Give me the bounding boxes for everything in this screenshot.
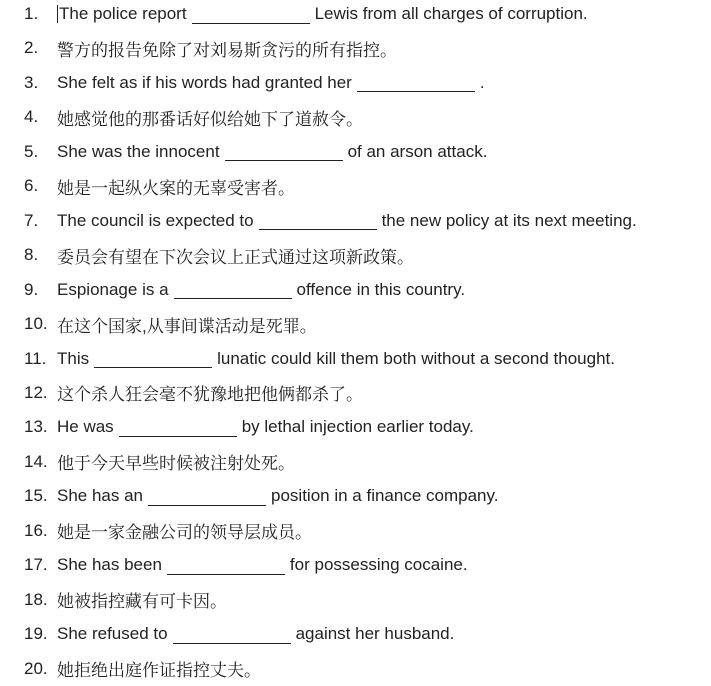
sentence-before-blank: She felt as if his words had granted her (57, 72, 352, 92)
translation-text: 警方的报告免除了对刘易斯贪污的所有指控。 (57, 40, 397, 60)
exercise-item (24, 587, 227, 613)
sentence-after-blank: by lethal injection earlier today. (241, 417, 474, 437)
translation-text: 她拒绝出庭作证指控丈夫。 (57, 661, 261, 681)
item-number: 5. (24, 141, 39, 161)
sentence-after-blank: Lewis from all charges of corruption. (314, 4, 588, 23)
exercise-item (24, 380, 363, 406)
sentence-after-blank: of an arson attack. (347, 141, 488, 161)
exercise-item (24, 449, 295, 475)
exercise-item (24, 552, 468, 578)
sentence-before-blank: He was (57, 417, 114, 437)
item-number: 9. (24, 279, 39, 299)
exercise-item (24, 70, 485, 96)
item-number: 13. (24, 417, 48, 437)
answer-blank[interactable] (94, 349, 212, 368)
exercise-item (24, 208, 637, 234)
answer-blank[interactable] (119, 418, 237, 437)
sentence-after-blank: for possessing cocaine. (289, 555, 468, 575)
exercise-item (24, 656, 261, 682)
sentence-after-blank: against her husband. (295, 624, 455, 644)
exercise-item (24, 139, 487, 165)
exercise-item (24, 483, 498, 509)
translation-text: 他于今天早些时候被注射处死。 (57, 454, 295, 474)
exercise-item (24, 1, 588, 27)
item-number: 4. (24, 107, 39, 127)
item-number: 14. (24, 451, 48, 471)
exercise-item (24, 173, 295, 199)
answer-blank[interactable] (148, 487, 266, 506)
answer-blank[interactable] (357, 73, 475, 92)
sentence-before-blank: She has been (57, 555, 162, 575)
item-number: 20. (24, 658, 48, 678)
item-number: 7. (24, 210, 39, 230)
item-number: 3. (24, 72, 39, 92)
item-number: 11. (24, 348, 47, 368)
exercise-item (24, 35, 397, 61)
exercise-item (24, 346, 615, 372)
answer-blank[interactable] (225, 142, 343, 161)
text-cursor (57, 5, 58, 23)
sentence-after-blank: offence in this country. (296, 279, 466, 299)
translation-text: 委员会有望在下次会议上正式通过这项新政策。 (57, 247, 414, 267)
exercise-item (24, 311, 317, 337)
item-number: 15. (24, 486, 48, 506)
answer-blank[interactable] (192, 5, 310, 24)
exercise-item (24, 621, 454, 647)
translation-text: 这个杀人狂会毫不犹豫地把他俩都杀了。 (57, 385, 363, 405)
translation-text: 她感觉他的那番话好似给她下了道赦令。 (57, 109, 363, 129)
translation-text: 她是一家金融公司的领导层成员。 (57, 523, 312, 543)
exercise-item (24, 242, 414, 268)
translation-text: 她是一起纵火案的无辜受害者。 (57, 178, 295, 198)
item-number: 2. (24, 38, 39, 58)
translation-text: 她被指控藏有可卡因。 (57, 592, 227, 612)
answer-blank[interactable] (167, 556, 285, 575)
sentence-before-blank: This (57, 348, 90, 368)
item-number: 1. (24, 4, 39, 23)
answer-blank[interactable] (173, 625, 291, 644)
item-number: 16. (24, 520, 48, 540)
sentence-before-blank: She has an (57, 486, 144, 506)
item-number: 17. (24, 555, 48, 575)
answer-blank[interactable] (174, 280, 292, 299)
exercise-item (24, 277, 465, 303)
sentence-after-blank: lunatic could kill them both without a second thought. (217, 348, 615, 368)
sentence-before-blank: She refused to (57, 624, 168, 644)
sentence-before-blank: Espionage is a (57, 279, 169, 299)
exercise-item (24, 414, 474, 440)
exercise-item (24, 104, 363, 130)
translation-text: 在这个国家,从事间谍活动是死罪。 (57, 316, 317, 336)
item-number: 18. (24, 589, 48, 609)
item-number: 19. (24, 624, 48, 644)
sentence-before-blank: The police report (59, 4, 187, 23)
sentence-before-blank: The council is expected to (57, 210, 254, 230)
item-number: 8. (24, 245, 39, 265)
item-number: 10. (24, 314, 48, 334)
answer-blank[interactable] (259, 211, 377, 230)
sentence-after-blank: the new policy at its next meeting. (381, 210, 637, 230)
item-number: 6. (24, 176, 39, 196)
sentence-after-blank: position in a finance company. (271, 486, 499, 506)
item-number: 12. (24, 382, 48, 402)
sentence-after-blank: . (479, 72, 485, 92)
exercise-item (24, 518, 312, 544)
sentence-before-blank: She was the innocent (57, 141, 220, 161)
